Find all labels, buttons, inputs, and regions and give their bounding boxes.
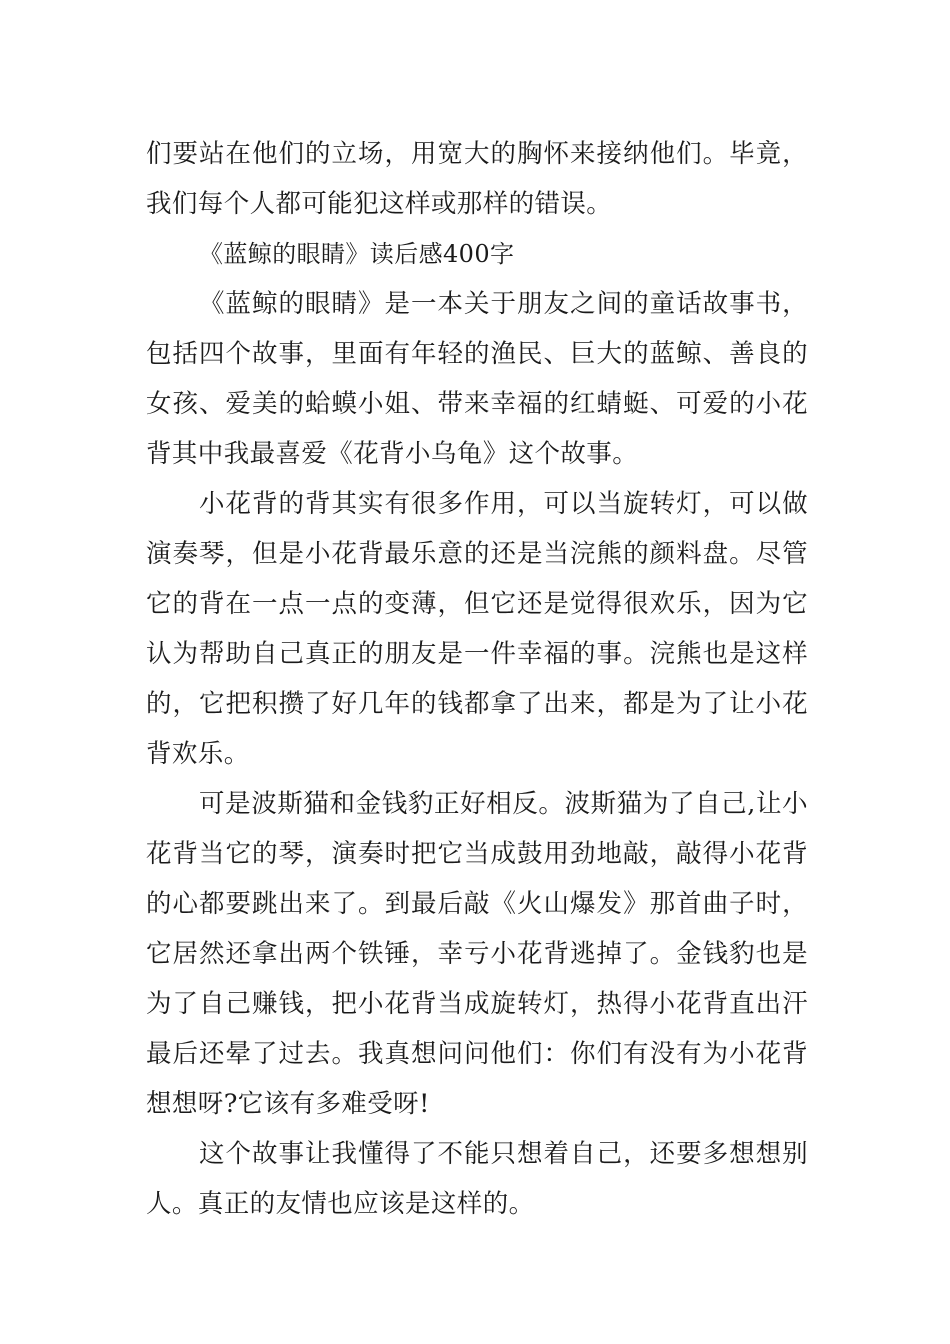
paragraph-contrast: 可是波斯猫和金钱豹正好相反。波斯猫为了自己,让小花背当它的琴，演奏时把它当成鼓用劲地敲，敲得小花背的心都要跳出来了。到最后敲《火山爆发》那首曲子时，它居然还拿出两个铁锤，幸亏小花背逃掉了。金钱豹也是为了自己赚钱，把小花背当成旋转灯，热得小花背直出汗最后还晕了过去。我真想问问他们：你们有没有为小花背想想呀?它该有多难受呀!: [146, 789, 808, 1119]
paragraph-xiaohuabei: 小花背的背其实有很多作用，可以当旋转灯，可以做演奏琴，但是小花背最乐意的还是当浣熊的颜料盘。尽管它的背在一点一点的变薄，但它还是觉得很欢乐，因为它认为帮助自己真正的朋友是一件幸福的事。浣熊也是这样的，它把积攒了好几年的钱都拿了出来，都是为了让小花背欢乐。: [146, 489, 808, 769]
document-body: [146, 129, 808, 1229]
paragraph-conclusion: 这个故事让我懂得了不能只想着自己，还要多想想别人。真正的友情也应该是这样的。: [146, 1139, 808, 1219]
article-title: 《蓝鲸的眼睛》读后感400字: [199, 240, 515, 268]
paragraph-intro: 《蓝鲸的眼睛》是一本关于朋友之间的童话故事书，包括四个故事，里面有年轻的渔民、巨大的蓝鲸、善良的女孩、爱美的蛤蟆小姐、带来幸福的红蜻蜓、可爱的小花背其中我最喜爱《花背小乌龟》这个故事。: [146, 289, 808, 469]
continuation-paragraph: 们要站在他们的立场，用宽大的胸怀来接纳他们。毕竟，我们每个人都可能犯这样或那样的错误。: [146, 139, 808, 219]
